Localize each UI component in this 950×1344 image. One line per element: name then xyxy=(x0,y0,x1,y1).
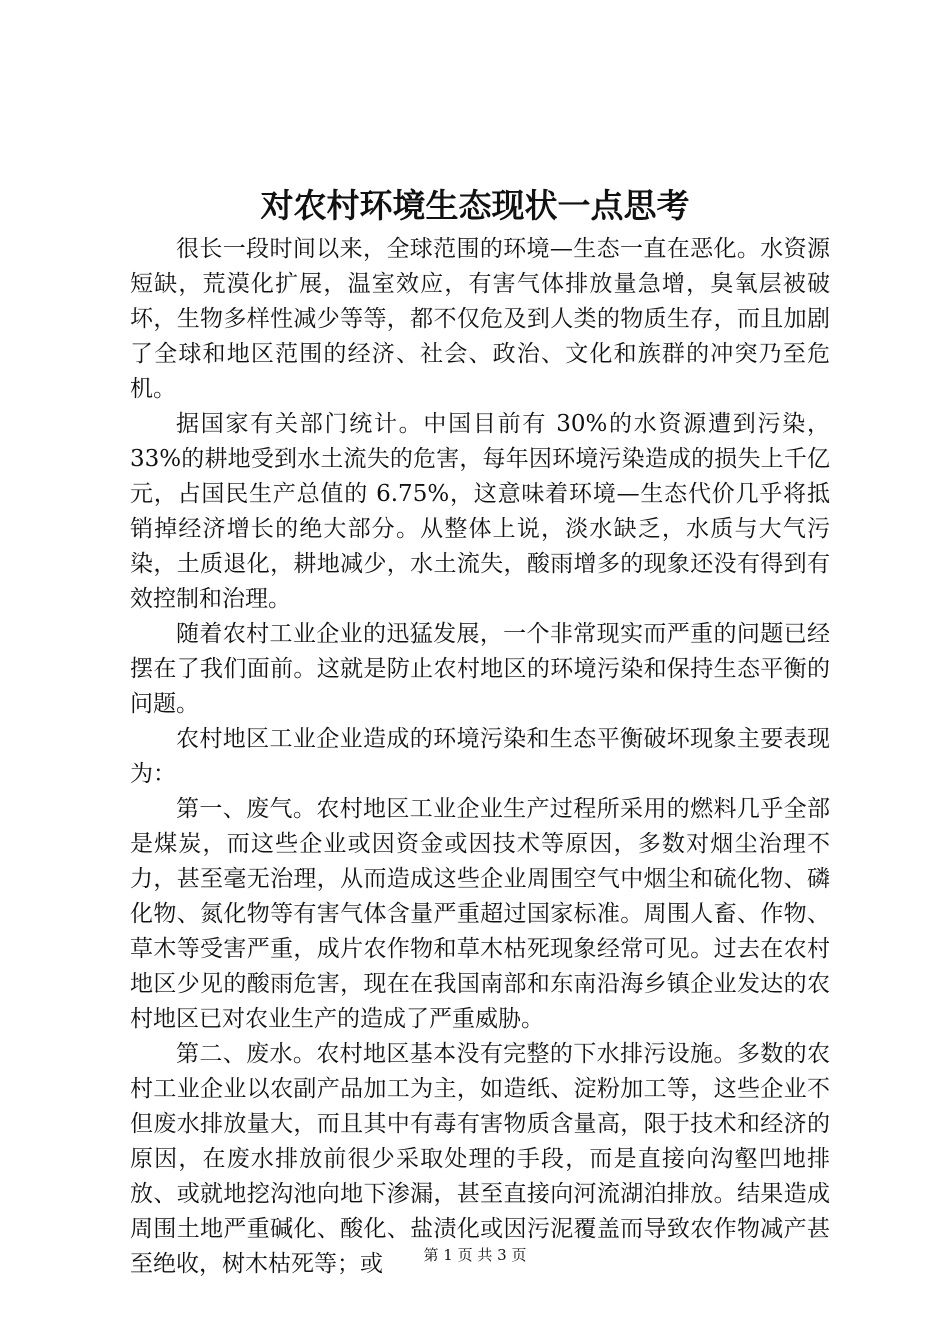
page-footer xyxy=(0,1245,950,1265)
paragraph: 农村地区工业企业造成的环境污染和生态平衡破坏现象主要表现为： xyxy=(130,726,830,787)
paragraph: 第一、废气。农村地区工业企业生产过程所采用的燃料几乎全部是煤炭，而这些企业或因资金或因技术等原因，多数对烟尘治理不力，甚至毫无治理，从而造成这些企业周围空气中烟尘和硫化物、磷化物、氮化物等有害气体含量严重超过国家标准。周围人畜、作物、草木等受害严重，成片农作物和草木枯死现象经常可见。过去在农村地区少见的酸雨危害，现在在我国南部和东南沿海乡镇企业发达的农村地区已对农业生产的造成了严重威胁。 xyxy=(130,796,830,1032)
paragraph: 很长一段时间以来，全球范围的环境—生态一直在恶化。水资源短缺，荒漠化扩展，温室效应，有害气体排放量急增，臭氧层被破坏，生物多样性减少等等，都不仅危及到人类的物质生存，而且加剧了全球和地区范围的经济、社会、政治、文化和族群的冲突乃至危机。 xyxy=(130,236,830,402)
paragraph: 随着农村工业企业的迅猛发展，一个非常现实而严重的问题已经摆在了我们面前。这就是防止农村地区的环境污染和保持生态平衡的问题。 xyxy=(130,621,830,717)
document-title: 对农村环境生态现状一点思考 xyxy=(260,186,690,225)
paragraph: 第二、废水。农村地区基本没有完整的下水排污设施。多数的农村工业企业以农副产品加工为主，如造纸、淀粉加工等，这些企业不但废水排放量大，而且其中有毒有害物质含量高，限于技术和经济的原因，在废水排放前很少采取处理的手段，而是直接向沟壑凹地排放、或就地挖沟池向地下渗漏，甚至直接向河流湖泊排放。结果造成周围土地严重碱化、酸化、盐渍化或因污泥覆盖而导致农作物减产甚至绝收，树木枯死等；或 xyxy=(130,1041,830,1277)
document-body xyxy=(130,232,830,1282)
paragraph: 据国家有关部门统计。中国目前有 30%的水资源遭到污染，33%的耕地受到水土流失的危害，每年因环境污染造成的损失上千亿元，占国民生产总值的 6.75%，这意味着环境—生态代价几乎将抵销掉经济增长的绝大部分。从整体上说，淡水缺乏，水质与大气污染，土质退化，耕地减少，水土流失，酸雨增多的现象还没有得到有效控制和治理。 xyxy=(130,411,830,612)
page-indicator: 第 1 页 共 3 页 xyxy=(423,1246,527,1264)
